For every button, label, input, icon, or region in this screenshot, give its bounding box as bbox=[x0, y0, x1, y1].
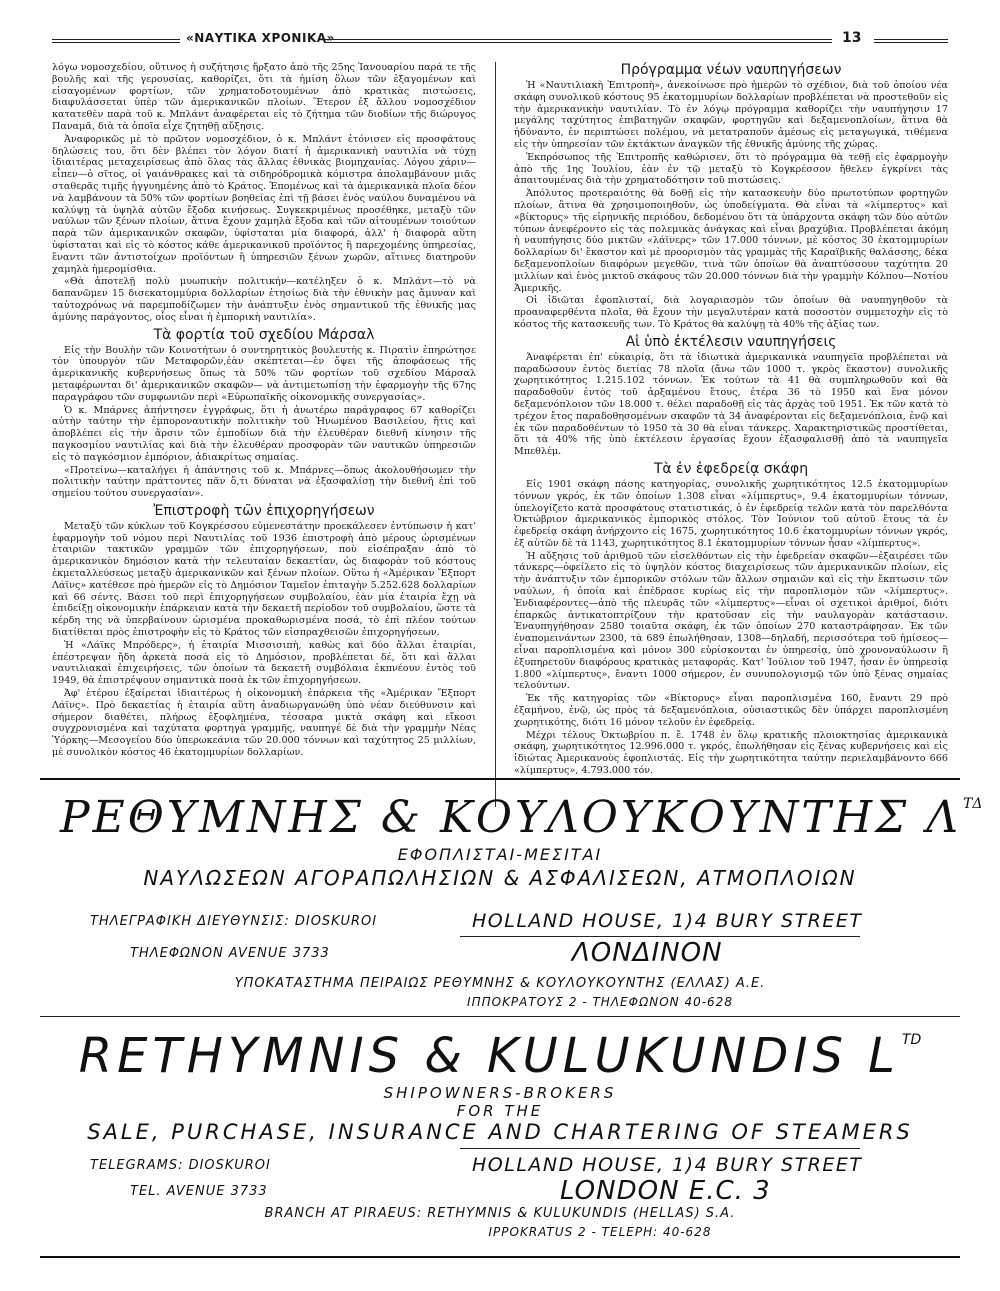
advertisement-top-rule bbox=[40, 778, 960, 780]
branch-phone: ΙΠΠΟΚΡΑΤΟΥΣ 2 - ΤΗΛΕΦΩΝΟΝ 40-628 bbox=[467, 995, 733, 1009]
header-rule bbox=[324, 39, 832, 43]
article-paragraph: Ἡ «Λάϊκς Μπρόδερς», ἡ ἑταιρία Μισσισιπὴ, καθὼς καὶ δύο ἄλλαι ἑταιρίαι, ἐπέστρεψαν ἤδη ἀρκετὰ ποσὰ εἰς τὸ Δημόσιον, προβλέπεται δέ, ὅτι καὶ ἄλλαι ναυτιλιακαὶ ἐπιχειρήσεις, τῶν ὁποίων τὰ δεκαετῆ συμβόλαια ἐκπνέουν ἐντὸς τοῦ 1949, θὰ ἐπιστρέψουν σημαντικὰ ποσὰ ἐκ τῶν ἐπιχορηγήσεων. bbox=[52, 639, 476, 687]
article-paragraph: Εἰς τὴν Βουλὴν τῶν Κοινοτήτων ὁ συντηρητικὸς βουλευτὴς κ. Πιρατὶν ἐπηρώτησε τὸν ὑπουργὸν τῶν Μεταφορῶν,ἐὰν σκέπτεται—ἐν ὄψει τῆς ἀποφάσεως τῆς ἀμερικανικῆς κυβερνήσεως ὅπως τὰ 50% τῶν φορτίων τοῦ σχεδίου Μάρσαλ μεταφέρωνται δι' ἀμερικανικῶν σκαφῶν— νὰ ἀντιμετωπίσῃ τὴν ἐφαρμογὴν τῆς 67ης παραγράφου τῶν συμφωνιῶν περὶ «Εὐρωπαϊκῆς οἰκονομικῆς συνεργασίας». bbox=[52, 344, 476, 403]
branch-office: ΥΠΟΚΑΤΑΣΤΗΜΑ ΠΕΙΡΑΙΩΣ ΡΕΘΥΜΝΗΣ & ΚΟΥΛΟΥΚΟΥΝΤΗΣ (ΕΛΛΑΣ) Α.Ε. bbox=[234, 976, 766, 991]
telephone-number: TEL. AVENUE 3733 bbox=[130, 1184, 268, 1199]
company-roles: SHIPOWNERS-BROKERS bbox=[383, 1084, 617, 1102]
divider-rule bbox=[460, 936, 860, 937]
branch-phone: IPPOKRATUS 2 - TELEPH: 40-628 bbox=[488, 1225, 712, 1239]
article-paragraph: «Προτείνω—καταλήγει ἡ ἀπάντησις τοῦ κ. Μπάρνες—ὅπως ἀκολουθήσωμεν τὴν πολιτικὴν ταύτην πράττοντες πᾶν ὅ,τι δύναται νὰ ἐξασφαλίσῃ τὴν διεθνῆ ἐπὶ τοῦ σημείου τούτου συνεργασίαν». bbox=[52, 464, 476, 500]
city-name: LONDON E.C. 3 bbox=[560, 1176, 771, 1206]
company-services: SALE, PURCHASE, INSURANCE AND CHARTERING OF STEAMERS bbox=[87, 1120, 913, 1144]
column-divider bbox=[495, 62, 496, 807]
running-header bbox=[52, 28, 948, 52]
article-paragraph: Εἰς 1901 σκάφη πάσης κατηγορίας, συνολικῆς χωρητικότητος 12.5 ἑκατομμυρίων τόννων γκρός, ἐκ τῶν ὁποίων 1.308 εἶναι «λίμπερτυς», 9.4 ἑκατομμυρίων τόννων, ὑπελογίζετο κατὰ προσφάτους στατιστικάς, ὁ ἐν ἐφεδρείᾳ τελῶν κατὰ τὸν παρελθόντα Ὀκτώβριον ἀμερικανικὸς ἐμπορικὸς στόλος. Τὸν Ἰούνιον τοῦ αὐτοῦ ἔτους τὰ ἐν ἐφεδρείᾳ σκάφη ἀνήρχοντο εἰς 1675, χωρητικότητος 10.6 ἑκατομμυρίων τόννων γκρός, ἐξ αὐτῶν δὲ τὰ 1143, χωρητικότητος 8.1 ἑκατομμυρίων τόννων ἦσαν «λίμπερτυς». bbox=[514, 478, 948, 549]
section-heading: Τὰ ἐν ἐφεδρείᾳ σκάφη bbox=[653, 460, 809, 477]
company-suffix: TD bbox=[901, 1032, 922, 1048]
publication-title: «ΝΑΥΤΙΚΑ ΧΡΟΝΙΚΑ» bbox=[186, 31, 335, 45]
article-paragraph: Ἡ «Ναυτιλιακὴ Ἐπιτροπὴ», ἀνεκοίνωσε πρὸ ἡμερῶν τὸ σχέδιον, διὰ τοῦ ὁποίου νέα σκάφη συνολικοῦ κόστους 95 ἑκατομμυρίων δολλαρίων προβλέπεται νὰ προστεθοῦν εἰς τὴν ἀμερικανικὴν ναυτιλίαν. Τὸ ἐν λόγῳ πρόγραμμα καθορίζει τὴν ναυπήγησιν 17 μεγάλης ταχύτητος ἐπιβατηγῶν σκαφῶν, φορτηγῶν καὶ δεξαμενοπλοίων, ἅτινα θὰ ἠδύναντο, ἐν περιπτώσει πολέμου, νὰ μετατραποῦν ἀμέσως εἰς μεταγωγικά, τιθέμενα εἰς τὴν ὑπηρεσίαν τῶν ἐκτάκτων ἀναγκῶν τῆς ἐθνικῆς ἀμύνης τῆς χώρας. bbox=[514, 80, 948, 150]
company-name-english bbox=[60, 1028, 940, 1084]
article-paragraph: Μεταξὺ τῶν κύκλων τοῦ Κογκρέσσου εὐμενεστάτην προεκάλεσεν ἐντύπωσιν ἡ κατ' ἐφαρμογὴν τοῦ νόμου περὶ Ναυτιλίας τοῦ 1936 ἐπιστροφὴ ἀπὸ μέρους ὡρισμένων ἑταιριῶν τακτικῶν γραμμῶν τῶν ἐπιχορηγήσεων, ποὺ εἰσέπραξαν ἀπὸ τὸ ἀμερικανικὸν δημόσιον κατὰ τὴν τελευταίαν δεκαετίαν, ὡς διαφορὰν τοῦ κόστους ἐκμεταλλεύσεως μεταξὺ ἀμερικανικῶν καὶ ξένων πλοίων. Οὕτω ἡ «Ἀμέρικαν Ἔξπορτ Λάϊνς» κατέθεσε πρὸ ἡμερῶν εἰς τὸ Δημόσιον Ταμεῖον ἐπιταγὴν 5.252.628 δολλαρίων καὶ 66 σέντς. Βάσει τοῦ περὶ ἐπιχορηγήσεων συμβολαίου, ἐὰν μία ἑταιρία ἔχῃ νὰ ἐπιδείξῃ οἰκονομικὴν ἐπάρκειαν κατὰ τὴν δεκαετῆ περίοδον τοῦ συμβολαίου, ὥστε τὰ κέρδη της νὰ ὑπερβαίνουν ὡρισμένα προκαθωρισμένα ποσά, τὸ ἐπὶ πλέον τούτων διατίθεται πρὸς ἐπιστροφὴν εἰς τὸ Κράτος τῶν εἰσπραχθεισῶν ἐπιχορηγήσεων. bbox=[52, 520, 476, 639]
newspaper-page bbox=[52, 28, 948, 777]
divider-rule bbox=[460, 1148, 860, 1149]
advertisement-bottom-rule bbox=[40, 1256, 960, 1258]
city-name: ΛΟΝΔΙΝΟΝ bbox=[572, 938, 723, 968]
article-paragraph: Ἀφ' ἑτέρου ἐξαίρεται ἰδιαιτέρως ἡ οἰκονομικὴ ἐπάρκεια τῆς «Ἀμέρικαν Ἔξπορτ Λάϊνς». Πρὸ δεκαετίας ἡ ἑταιρία αὕτη ἀναδιωργανώθη ὑπὸ νέαν διεύθυνσιν καὶ σήμερον διαθέτει, πλήρως ἐξοφλημένα, τέσσαρα μικτὰ σκάφη καὶ εἴκοσι συγχρονισμένα καὶ ταχύτατα φορτηγὰ γραμμῆς, ναυπηγέ δὲ διὰ τὴν γραμμὴν Νέας Ὑόρκης—Μεσογείου δύο ὑπερωκεάνια τῶν 20.000 τόννων καὶ ταχύτητος 25 μιλλίων, μὲ συνολικὸν κόστος 46 ἑκατομμυρίων δολλαρίων. bbox=[52, 688, 476, 759]
header-rule bbox=[52, 39, 180, 43]
section-heading: Πρόγραμμα νέων ναυπηγήσεων bbox=[620, 62, 842, 78]
article-paragraph: Ἀναφέρεται ἐπ' εὐκαιρίᾳ, ὅτι τὰ ἰδιωτικὰ ἀμερικανικὰ ναυπηγεῖα προβλέπεται νὰ παραδώσουν ἐντὸς διετίας 78 πλοῖα (ἄνω τῶν 1000 τ. γκρὸς ἕκαστον) συνολικῆς χωρητικότητος 1.215.102 τόννων. Ἐκ τούτων τὰ 41 θὰ συμπληρωθοῦν καὶ θὰ παραδοθοῦν ἐντὸς τοῦ ἀρξαμένου ἔτους, ἐτέρα 36 τὸ 1950 καὶ ἕνα μόνον δεξαμενόπλοιον τῶν 18.000 τ. θέλει παραδοθῇ εἰς τὰς ἀρχὰς τοῦ 1951. Ἐκ τῶν κατὰ τὸ τρέχον ἔτος παραδοθησομένων σκαφῶν τὰ 34 ἀναφέρονται εἰς δεξαμενόπλοια, ἐνῷ καὶ ἐκ τῶν παραδοθέντων τὸ 1950 τὰ 30 θὰ εἶναι τάνκερς. Χαρακτηριστικῶς προστίθεται, ὅτι τὰ 40% τῆς ὑπὸ ἐκτέλεσιν ἐργασίας ἔχουν ἐξασφαλισθῇ ἀπὸ τὰ ναυπηγεῖα Μπεθλέμ. bbox=[514, 351, 948, 458]
branch-office: BRANCH AT PIRAEUS: RETHYMNIS & KULUKUNDIS (HELLAS) S.A. bbox=[264, 1206, 736, 1221]
telegraph-address: ΤΗΛΕΓΡΑΦΙΚΗ ΔΙΕΥΘΥΝΣΙΣ: DIOSKUROI bbox=[90, 914, 378, 929]
telegrams-address: TELEGRAMS: DIOSKUROI bbox=[90, 1158, 271, 1173]
article-paragraph: λόγω νομοσχεδίου, οὕτινος ἡ συζήτησις ἤρξατο ἀπὸ τῆς 25ης Ἰανουαρίου παρά τε τῆς βουλῆς καὶ τῆς γερουσίας, καθορίζει, ὅτι τὰ ἡμίση ὅλων τῶν ἐξαγομένων καὶ εἰσαγομένων φορτίων, τῶν χρηματοδοτουμένων ἀπὸ κρατικὰς πιστώσεις, διαφυλάσσεται ὑπὲρ τῶν ἀμερικανικῶν πλοίων. Ἕτερον ἐξ ἄλλου νομοσχέδιον κατατεθὲν παρὰ τοῦ κ. Μπλάντ ἀναφέρεται εἰς τὸ ζήτημα τῶν διοδίων τῆς διώρυγος Παναμᾶ, διὰ τὰ ὁποῖα εἶχε ζητηθῇ αὔξησις. bbox=[52, 62, 476, 132]
english-company-advertisement bbox=[60, 1028, 940, 1248]
for-the-label: FOR THE bbox=[456, 1102, 544, 1120]
header-rule bbox=[874, 39, 948, 43]
company-suffix: ΤΔ bbox=[962, 796, 983, 812]
advertisement-separator bbox=[40, 1016, 960, 1017]
section-heading: Τὰ φορτία τοῦ σχεδίου Μάρσαλ bbox=[153, 326, 375, 343]
page-number: 13 bbox=[842, 30, 862, 46]
right-column bbox=[514, 62, 948, 802]
london-address: HOLLAND HOUSE, 1)4 BURY STREET bbox=[472, 910, 863, 932]
section-heading: Ἐπιστροφὴ τῶν ἐπιχορηγήσεων bbox=[153, 502, 375, 519]
article-paragraph: Ἐκπρόσωπος τῆς Ἐπιτροπῆς καθώρισεν, ὅτι τὸ πρόγραμμα θὰ τεθῇ εἰς ἐφαρμογὴν ἀπὸ τῆς 1ης Ἰουλίου, ἐὰν ἐν τῷ μεταξὺ τὸ Κογκρέσσον ἤθελεν ἐγκρίνει τὰς ἀπαιτουμένας διὰ τὴν χρηματοδότησιν τοῦ πιστώσεις. bbox=[514, 151, 948, 187]
article-paragraph: Οἱ ἰδιῶται ἐφοπλισταί, διὰ λογαριασμὸν τῶν ὁποίων θὰ ναυπηγηθοῦν τὰ προαναφερθέντα πλοῖα, θὰ ἔχουν τὴν μεγαλυτέραν κατὰ ποσοστὸν συμμετοχὴν εἰς τὸ κόστος τῆς κατασκευῆς των. Τὸ Κράτος θὰ καλύψῃ τὰ 40% τῆς ἀξίας των. bbox=[514, 295, 948, 330]
article-paragraph: Ὁ κ. Μπάρνες ἀπήντησεν ἐγγράφως, ὅτι ἡ ἀνωτέρω παράγραφος 67 καθορίζει αὐτὴν ταύτην τὴν ἐμποροναυτικὴν πολιτικὴν τοῦ Ἡνωμένου Βασιλείου, ἥτις καὶ ἀποβλέπει εἰς τὴν ἄρσιν τῶν ἐμποδίων διὰ τὴν ἐλευθέραν διεθνῆ κίνησιν τῆς παγκοσμίου ναυτιλίας καὶ διὰ τὴν ἐλευθέραν προσφορὰν τῶν ναυτικῶν ὑπηρεσιῶν εἰς τὸ παγκόσμιον ἐμπόριον, ἀδιακρίτως σημαίας. bbox=[52, 404, 476, 463]
company-roles: ΕΦΟΠΛΙΣΤΑΙ-ΜΕΣΙΤΑΙ bbox=[397, 845, 603, 864]
article-paragraph: Ἡ αὔξησις τοῦ ἀριθμοῦ τῶν εἰσελθόντων εἰς τὴν ἐφεδρείαν σκαφῶν—ἐξαιρέσει τῶν τάνκερς—ὀφείλετο εἰς τὸ ὑψηλὸν κόστος διαχειρίσεως τῶν ἀμερικανικῶν πλοίων, εἰς τὴν ἀνάπτυξιν τῶν ἐμπορικῶν στόλων τῶν ἄλλων σημαιῶν καὶ εἰς τὴν ἔκπτωσιν τῶν ναύλων, ἡ ὁποία καὶ ἐπέδρασε κυρίως εἰς τὴν παροπλισμὸν τῶν «λίμπερτυς». Ἐνδιαφέροντες—ἀπὸ τῆς πλευρᾶς τῶν «λίμπερτυς»—εἶναι οἱ σχετικοὶ ἀριθμοί, διότι ἐπαρκῶς ἀντικατοπτρίζουν τὴν κρατοῦσαν εἰς τὴν ναυλαγορὰν κατάστασιν. Ἐναυπηγήθησαν 2580 τοιαῦτα σκάφη, ἐκ τῶν ὁποίων 270 καταστράφησαν. Ἐκ τῶν ἐναπομεινάντων 2300, τὰ 689 ἐπωλήθησαν, 1308—δηλαδή, περισσότερα τοῦ ἡμίσεος—εἶναι παροπλισμένα καὶ μόνον 300 εὑρίσκονται ἐν ὑπηρεσίᾳ, ὑπὸ χρονοναύλωσιν ἢ ἐξυπηρετοῦν διαφόρους κρατικὰς μεταφοράς. Κατ' Ἰούλιον τοῦ 1947, ἦσαν ἐν ὑπηρεσίᾳ 1.800 «λίμπερτυς», ἔναντι 1000 σήμερον, ἐν συνυπολογισμῷ τῶν ὑπὸ ξένας σημαίας τελούντων. bbox=[514, 550, 948, 692]
contact-block bbox=[60, 906, 940, 972]
telephone-number: ΤΗΛΕΦΩΝΟΝ AVENUE 3733 bbox=[130, 946, 330, 961]
article-paragraph: Ἐκ τῆς κατηγορίας τῶν «Βίκτορυς» εἶναι παροπλισμένα 160, ἔναντι 29 πρὸ ἑξαμήνου, ἐνῷ, ὡς πρὸς τὰ δεξαμενόπλοια, οὐσιαστικῶς δὲν ὑπάρχει παροπλισμένη χωρητικότης, διότι 16 μόνον τελοῦν ἐν ἐφεδρείᾳ. bbox=[514, 693, 948, 728]
left-column bbox=[52, 62, 476, 802]
section-heading: Αἱ ὑπὸ ἐκτέλεσιν ναυπηγήσεις bbox=[625, 333, 837, 350]
article-paragraph: Μέχρι τέλους Ὀκτωβρίου π. ἔ. 1748 ἐν ὅλῳ κρατικῆς πλοιοκτησίας ἀμερικανικὰ σκάφη, χωρητικότητος 12.996.000 τ. γκρός, ἐπωλήθησαν εἰς ξένας κυβερνήσεις καὶ εἰς ἰδιώτας Ἀμερικανοὺς ἐφοπλιστάς. Εἰς τὴν χωρητικότητα ταύτην περιελαμβάνοντο 666 «λίμπερτυς», 4.793.000 τόν. bbox=[514, 729, 948, 777]
london-address: HOLLAND HOUSE, 1)4 BURY STREET bbox=[472, 1154, 863, 1176]
company-name-text: RETHYMNIS & KULUKUNDIS L bbox=[78, 1028, 900, 1084]
company-services: ΝΑΥΛΩΣΕΩΝ ΑΓΟΡΑΠΩΛΗΣΙΩΝ & ΑΣΦΑΛΙΣΕΩΝ, ΑΤΜΟΠΛΟΙΩΝ bbox=[143, 866, 857, 890]
contact-block bbox=[60, 1152, 940, 1206]
article-columns bbox=[52, 62, 948, 802]
article-paragraph: Ἀπόλυτος προτεραιότης θὰ δοθῇ εἰς τὴν κατασκευὴν δύο πρωτοτύπων φορτηγῶν πλοίων, ἅτινα θὰ χρησιμοποιηθοῦν, ὡς ὑποδείγματα. Θὰ εἶναι τὰ «λίμπερτυς» καὶ «βίκτορυς» τῆς εἰρηνικῆς περιόδου, δεδομένου ὅτι τὰ ὑπάρχοντα σκάφη τῶν δύο αὐτῶν τύπων ἀνεφέροντο εἰς τὰς πολεμικὰς ἀνάγκας καὶ εἶναι βραχύβια. Προβλέπεται ἀκόμη ἡ ναυπήγησις δύο μικτῶν «λάϊνερς» τῶν 17.000 τόννων, μὲ κόστος 30 ἑκατομμυρίων δολλαρίων δι' ἕκαστον καὶ μὲ προορισμὸν τὰς γραμμὰς τῆς Καραϊβικῆς θαλάσσης, δέκα δεξαμενοπλοίων διαφόρων μεγεθῶν, τινὰ τῶν ὁποίων θὰ ἀναπτύσσουν ταχύτητα 20 μιλλίων καὶ ἑνὸς μικτοῦ σκάφους τῶν 20.000 τόννων διὰ τὴν γραμμὴν Κόλπου—Νοτίου Ἀμερικῆς. bbox=[514, 188, 948, 294]
company-name-text: ΡΕΘΥΜΝΗΣ & ΚΟΥΛΟΥΚΟΥΝΤΗΣ Λ bbox=[60, 792, 961, 843]
article-paragraph: Ἀναφορικῶς μὲ τὸ πρῶτον νομοσχέδιον, ὁ κ. Μπλάντ ἐτόνισεν εἰς προσφάτους δηλώσεις του, ὅτι δὲν βλέπει τὸν λόγον διατί ἡ ἀμερικανικὴ ναυτιλία νὰ τύχῃ ἰδιαιτέρας μεταχειρίσεως ἀπὸ ὅλας τὰς ἄλλας ἐθνικὰς βιομηχανίας. Λόγου χάριν—εἶπεν—ὁ σῖτος, οἱ γαιάνθρακες καὶ τὰ σιδηρόδρομικὰ κόμιστρα ἀπολαμβάνουν μιᾶς σταθερᾶς τιμῆς ἠγγυημένης ἀπὸ τὸ Κράτος. Ἑπομένως καὶ τὰ ἀμερικανικὰ πλοῖα δέον νὰ λαμβάνουν τὰ 50% τῶν φορτίων βοηθείας ἐπὶ τῇ βάσει ἑνὸς ναύλου δυναμένου νὰ καλύψῃ τὰ ὑψηλὰ αὐτῶν ἔξοδα κινήσεως. Συγκεκριμένως προσέθηκε, μεταξὺ τῶν ναύλων τῶν ξένων πλοίων, ἅτινα ἔχουν χαμηλὰ ἔξοδα καὶ τῶν αἰτουμένων τοιούτων παρὰ τῶν ἀμερικανικῶν σκαφῶν, ὑφίσταται μία διαφορά, ἀλλ' ἡ διαφορὰ αὕτη ὑφίσταται καὶ εἰς τὸ κόστος κάθε ἀμερικανικοῦ προϊόντος ἢ παρεχομένης ὑπηρεσίας, ἔναντι τῶν ἀντιστοίχων προϊόντων ἢ ὑπηρεσιῶν ξένων χωρῶν, αἵτινες διατηροῦν χαμηλὰ ἡμερομίσθια. bbox=[52, 133, 476, 275]
article-paragraph: «Θὰ ἀποτελῇ πολὺ μυωπικὴν πολιτικήν—κατέληξεν ὁ κ. Μπλάντ—τὸ νὰ δαπανῶμεν 15 δισεκατομμύρια δολλαρίων ἐτησίως διὰ τὴν ἐθνικὴν μας ἄμυναν καὶ ταὐτοχρόνως νὰ παρεμποδίζωμεν τὴν ἀνάπτυξιν ἑνὸς σημαντικοῦ τῆς ἐθνικῆς μας ἀμύνης παράγοντος, οἷος εἶναι ἡ ἐμπορικὴ ναυτιλία». bbox=[52, 276, 476, 323]
